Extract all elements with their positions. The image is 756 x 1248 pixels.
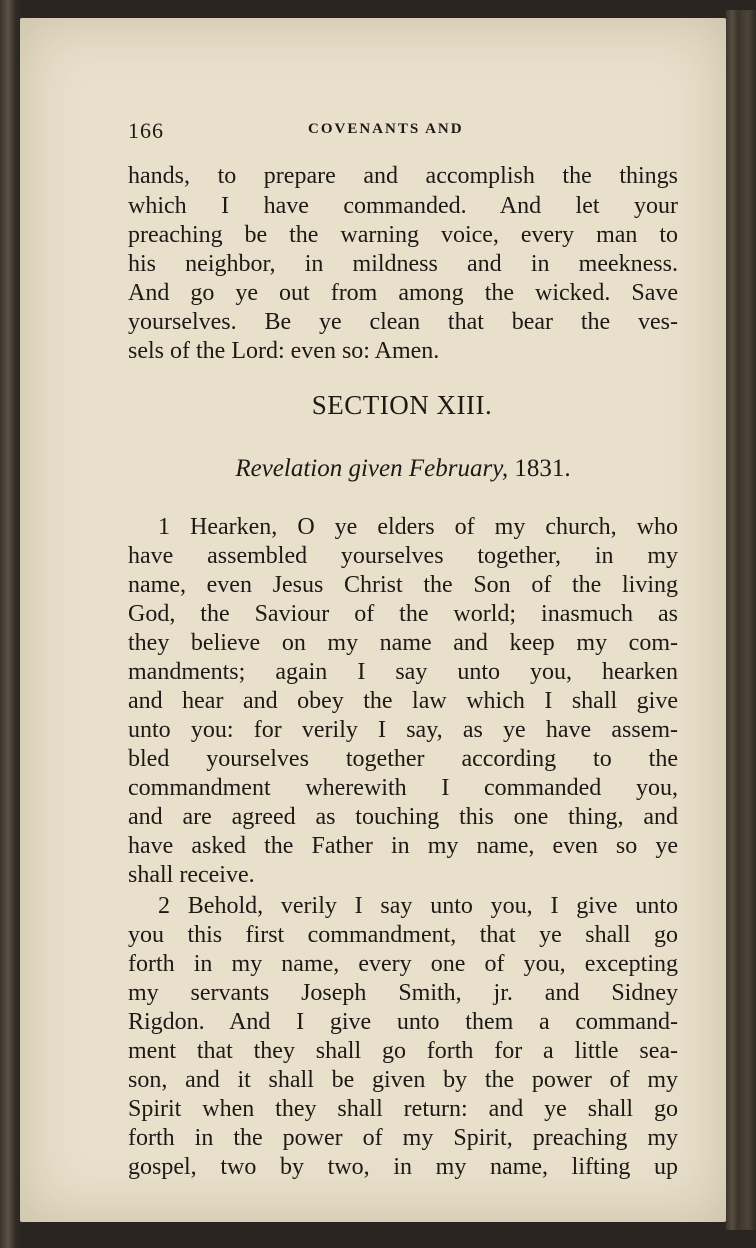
text-line: and are agreed as touching this one thing, and [128, 804, 678, 830]
text-line: sels of the Lord: even so: Amen. [128, 338, 440, 364]
subheading-year: 1831. [514, 455, 571, 482]
book-page-edges [726, 10, 756, 1230]
text-line: which I have commanded. And let your [128, 193, 678, 219]
running-head: COVENANTS AND [308, 121, 464, 137]
text-line: mandments; again I say unto you, hearken [128, 659, 678, 685]
text-line: unto you: for verily I say, as ye have assem- [128, 717, 678, 743]
text-line: have assembled yourselves together, in my [128, 543, 678, 569]
text-line: they believe on my name and keep my com- [128, 630, 678, 656]
text-line: yourselves. Be ye clean that bear the ves- [128, 309, 678, 335]
text-line: my servants Joseph Smith, jr. and Sidney [128, 980, 678, 1006]
text-line: Rigdon. And I give unto them a command- [128, 1009, 678, 1035]
text-line: commandment wherewith I commanded you, [128, 775, 678, 801]
text-line: name, even Jesus Christ the Son of the living [128, 572, 678, 598]
text-line: God, the Saviour of the world; inasmuch as [128, 601, 678, 627]
page-number: 166 [128, 118, 164, 143]
text-line: Spirit when they shall return: and ye shall go [128, 1096, 678, 1122]
text-line: forth in my name, every one of you, excepting [128, 951, 678, 977]
page-header [128, 118, 678, 148]
text-line: hands, to prepare and accomplish the things [128, 163, 678, 189]
text-line: forth in the power of my Spirit, preaching my [128, 1125, 678, 1151]
text-line: have asked the Father in my name, even so ye [128, 833, 678, 859]
subheading-italic: Revelation given February, [235, 455, 509, 482]
text-line: 1 Hearken, O ye elders of my church, who [158, 514, 678, 540]
text-line: bled yourselves together according to the [128, 746, 678, 772]
text-line: ment that they shall go forth for a little sea- [128, 1038, 678, 1064]
text-line: preaching be the warning voice, every man to [128, 222, 678, 248]
text-line: And go ye out from among the wicked. Save [128, 280, 678, 306]
section-subheading [128, 455, 678, 483]
page-paper [20, 18, 726, 1222]
text-line: gospel, two by two, in my name, lifting up [128, 1154, 678, 1180]
text-line: and hear and obey the law which I shall give [128, 688, 678, 714]
text-line: his neighbor, in mildness and in meekness. [128, 251, 678, 277]
text-line: 2 Behold, verily I say unto you, I give unto [158, 893, 678, 919]
section-heading: SECTION XIII. [311, 390, 493, 420]
text-line: shall receive. [128, 862, 255, 888]
text-line: you this first commandment, that ye shall go [128, 922, 678, 948]
text-line: son, and it shall be given by the power of my [128, 1067, 678, 1093]
